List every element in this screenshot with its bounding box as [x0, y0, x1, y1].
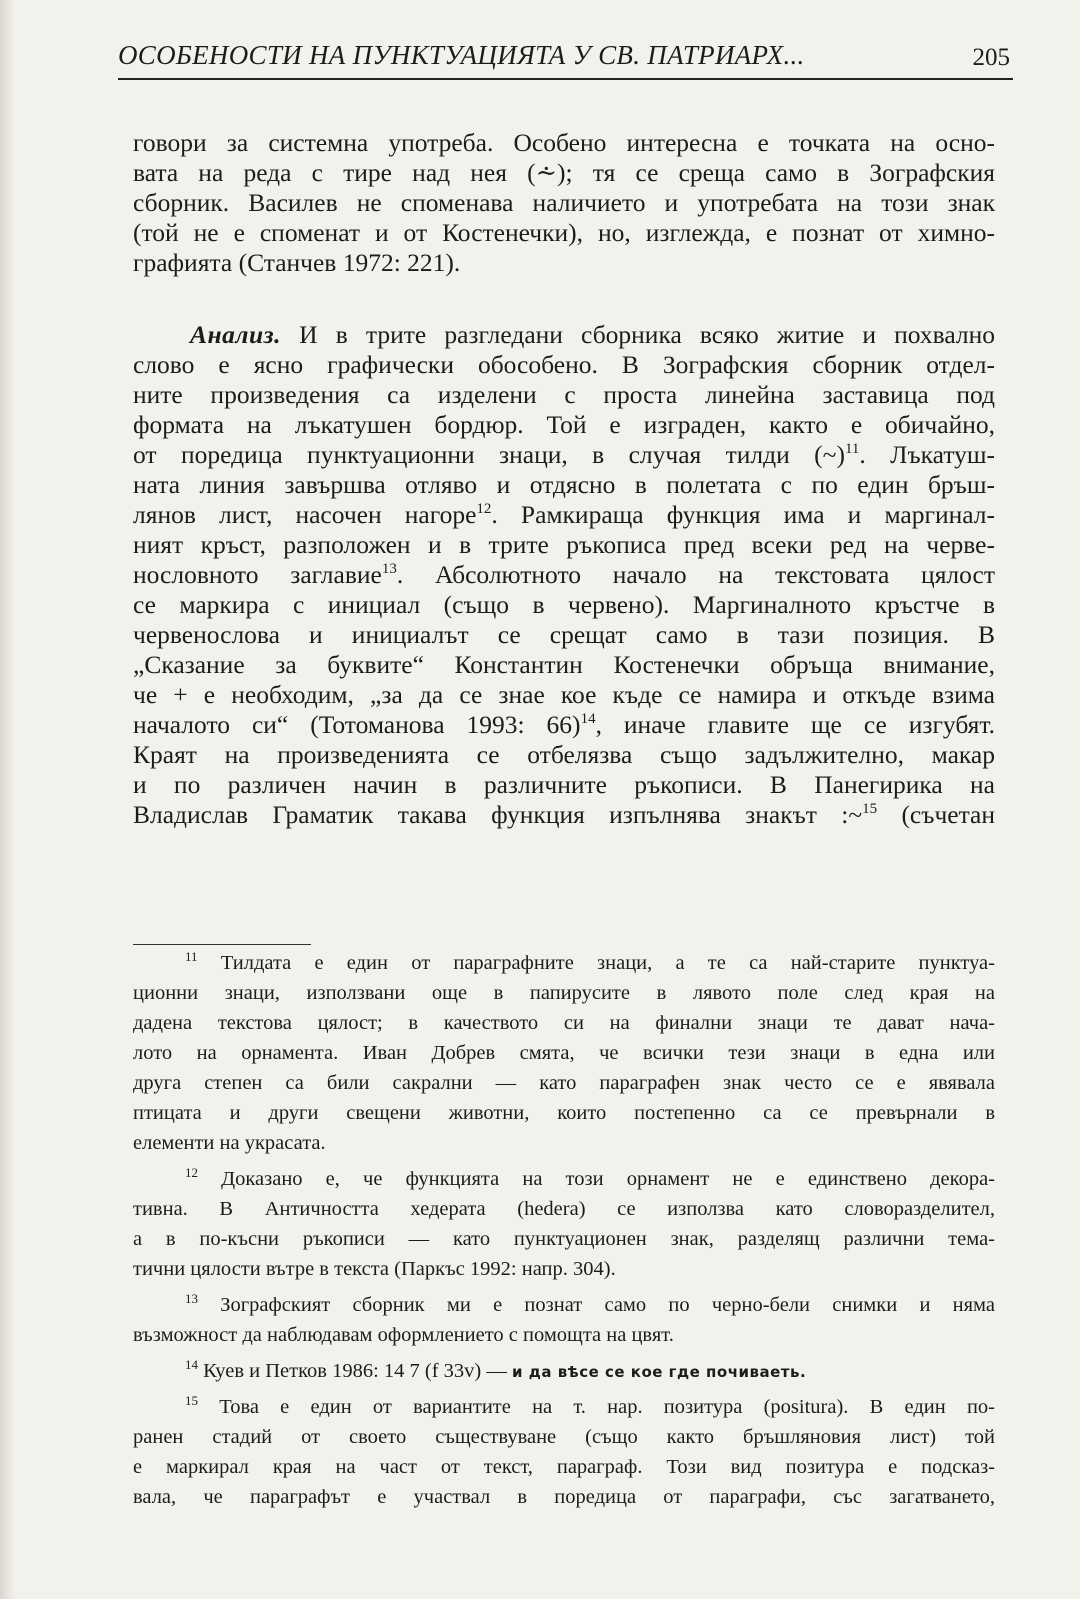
old-church-slavonic-quote: и да вѣсе се кое где почиваеть.: [512, 1363, 807, 1381]
footnote-line: птицата и други свещени животни, които постепенно са се превърнали в: [133, 1102, 995, 1124]
footnote-ref: 15: [862, 801, 878, 817]
text-line: говори за системна употреба. Особено интересна е точката на осно-: [133, 128, 995, 157]
footnote-line: $^{15}$ Това е един от вариантите на т. нар. позитура (positura). В един по-: [185, 1393, 995, 1418]
text-line: и по различен начин в различните ръкописи. В Панегирика на: [133, 770, 995, 799]
footnote-number: 13: [185, 1291, 198, 1306]
text-line: червенослова и инициалът се срещат само в тази позиция. В: [133, 620, 995, 649]
text-line: сборник. Василев не споменава наличието и употребата на този знак: [133, 188, 995, 217]
main-text: [133, 128, 995, 830]
footnote-line: вала, че параграфът е участвал в поредица от параграфи, със загатването,: [133, 1486, 995, 1508]
page-number: 205: [972, 44, 1010, 71]
text-line: (той не е споменат и от Костенечки), но, изглежда, е познат от химно-: [133, 218, 995, 247]
header-rule: [118, 78, 1013, 80]
text-line: Краят на произведенията се отбелязва също задължително, макар: [133, 740, 995, 769]
footnote-ref: 13: [381, 561, 397, 577]
footnote-line: тични цялости вътре в текста (Паркъс 1992: напр. 304).: [133, 1258, 616, 1280]
footnote-line: друга степен са били сакрални — като параграфен знак често се е явявала: [133, 1072, 995, 1094]
footnote-ref: 11: [844, 441, 860, 457]
running-head: [118, 40, 1010, 80]
text-line: „Сказание за буквите“ Константин Костенечки обръща внимание,: [133, 650, 995, 679]
text-line: от поредица пунктуационни знаци, в случая тилди (~)$^{11}$. Лъкатуш-: [133, 440, 995, 469]
text-line: вата на реда с тире над нея (⩪); тя се среща само в Зографския: [133, 158, 995, 187]
footnote-line: лото на орнамента. Иван Добрев смята, че всички тези знаци в една или: [133, 1042, 995, 1064]
text-line: Владислав Граматик такава функция изпълнява знакът :~$^{15}$ (съчетан: [133, 800, 996, 829]
footnote-number: 15: [185, 1393, 198, 1408]
text-line: началото си“ (Тотоманова 1993: 66)$^{14}$, иначе главите ще се изгубят.: [133, 710, 995, 739]
text-line: нословното заглавие$^{13}$. Абсолютното начало на текстовата цялост: [133, 560, 996, 589]
footnote-rule: [133, 944, 311, 945]
text-line: че + е необходим, „за да се знае кое къде се намира и откъде взима: [133, 680, 995, 709]
footnote-number: 14: [185, 1357, 198, 1372]
text-line: графията (Станчев 1972: 221).: [133, 248, 461, 277]
text-line: ните произведения са изделени с проста линейна заставица под: [133, 380, 995, 409]
text-line: слово е ясно графически обособено. В Зографския сборник отдел-: [133, 350, 995, 379]
footnote-line: тивна. В Античността хедерата (hedera) се използва като словоразделител,: [133, 1198, 995, 1220]
text-line: лянов лист, насочен нагоре$^{12}$. Рамкираща функция има и маргинал-: [133, 500, 995, 529]
footnote-number: 11: [185, 949, 198, 964]
footnote-ref: 12: [476, 501, 492, 517]
text-line: Анализ. И в трите разгледани сборника всяко житие и похвално: [190, 320, 995, 349]
text-line: формата на лъкатушен бордюр. Той е изграден, както е обичайно,: [133, 410, 995, 439]
running-title: ОСОБЕНОСТИ НА ПУНКТУАЦИЯТА У СВ. ПАТРИАРХ...: [118, 40, 805, 70]
footnote-line: $^{12}$ Доказано е, че функцията на този орнамент не е единствено декора-: [185, 1165, 995, 1190]
footnote-line: $^{14}$ Куев и Петков 1986: 14 7 (f 33v) — и да вѣсе се кое где почиваеть.: [185, 1357, 807, 1382]
footnote-line: възможност да наблюдавам оформлението с помощта на цвят.: [133, 1324, 674, 1346]
footnotes: [133, 950, 995, 1514]
footnote-line: а в по-късни ръкописи — като пунктуационен знак, разделящ различни тема-: [133, 1228, 995, 1250]
section-label: Анализ.: [190, 320, 282, 349]
page-gutter-shadow: [0, 0, 14, 1599]
text-line: ната линия завършва отляво и отдясно в полетата с по един бръш-: [133, 470, 995, 499]
footnote-number: 12: [185, 1165, 198, 1180]
footnote-line: елементи на украсата.: [133, 1132, 326, 1154]
footnote-line: е маркирал края на част от текст, параграф. Този вид позитура е подсказ-: [133, 1456, 995, 1478]
footnote-line: $^{13}$ Зографският сборник ми е познат само по черно-бели снимки и няма: [185, 1291, 995, 1316]
text-line: се маркира с инициал (също в червено). Маргиналното кръстче в: [133, 590, 995, 619]
footnote-line: ранен стадий от своето съществуване (също както бръшляновия лист) той: [133, 1426, 995, 1448]
footnote-ref: 14: [580, 711, 596, 727]
text-line: ният кръст, разположен и в трите ръкописа пред всеки ред на черве-: [133, 530, 995, 559]
footnote-line: $^{11}$ Тилдата е един от параграфните знаци, а те са най-старите пунктуа-: [185, 949, 995, 974]
footnote-line: дадена текстова цялост; в качеството си на финални знаци те дават нача-: [133, 1012, 995, 1034]
footnote-line: ционни знаци, използвани още в папирусите в лявото поле след края на: [133, 982, 995, 1004]
